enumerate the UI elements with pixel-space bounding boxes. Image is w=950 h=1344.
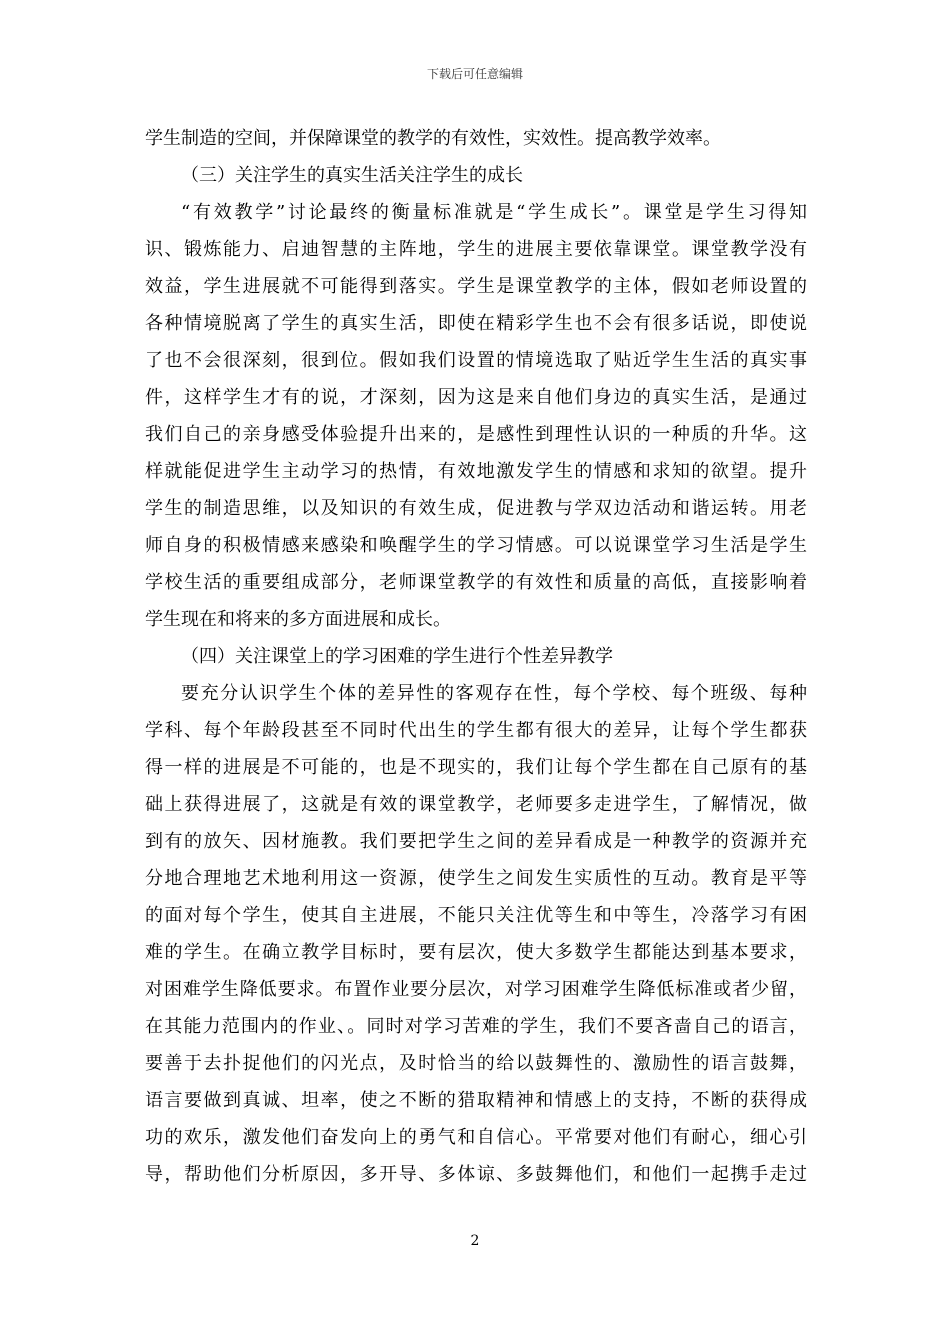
text-line: 到有的放矢、因材施教。我们要把学生之间的差异看成是一种教学的资源并充 bbox=[145, 831, 807, 852]
text-line: 得一样的进展是不可能的，也是不现实的，我们让每个学生都在自己原有的基 bbox=[145, 757, 807, 778]
text-line: 各种情境脱离了学生的真实生活，即使在精彩学生也不会有很多话说，即使说 bbox=[145, 313, 807, 334]
text-line: 要善于去扑捉他们的闪光点，及时恰当的给以鼓舞性的、激励性的语言鼓舞， bbox=[145, 1053, 807, 1074]
text-line: 学生的制造思维，以及知识的有效生成，促进教与学双边活动和谐运转。用老 bbox=[145, 498, 807, 519]
text-line: 学校生活的重要组成部分，老师课堂教学的有效性和质量的高低，直接影响着 bbox=[145, 572, 807, 593]
text-line: （四）关注课堂上的学习困难的学生进行个性差异教学 bbox=[181, 646, 613, 667]
text-line: 功的欢乐，激发他们奋发向上的勇气和自信心。平常要对他们有耐心，细心引 bbox=[145, 1127, 807, 1148]
text-line: 学科、每个年龄段甚至不同时代出生的学生都有很大的差异，让每个学生都获 bbox=[145, 720, 807, 741]
text-line: 分地合理地艺术地利用这一资源，使学生之间发生实质性的互动。教育是平等 bbox=[145, 868, 807, 889]
text-line: 件，这样学生才有的说，才深刻，因为这是来自他们身边的真实生活，是通过 bbox=[145, 387, 807, 408]
document-body bbox=[145, 120, 807, 1193]
text-line: 我们自己的亲身感受体验提升出来的，是感性到理性认识的一种质的升华。这 bbox=[145, 424, 807, 445]
text-line: 师自身的积极情感来感染和唤醒学生的学习情感。可以说课堂学习生活是学生 bbox=[145, 535, 807, 556]
text-line: 在其能力范围内的作业、。同时对学习苦难的学生，我们不要吝啬自己的语言， bbox=[145, 1016, 807, 1037]
page-header: 下载后可任意编辑 bbox=[426, 67, 523, 81]
text-line: 难的学生。在确立教学目标时，要有层次，使大多数学生都能达到基本要求， bbox=[145, 942, 807, 963]
text-line: 效益，学生进展就不可能得到落实。学生是课堂教学的主体，假如老师设置的 bbox=[145, 276, 807, 297]
text-line: 础上获得进展了，这就是有效的课堂教学，老师要多走进学生，了解情况，做 bbox=[145, 794, 807, 815]
text-line: 的面对每个学生，使其自主进展，不能只关注优等生和中等生，冷落学习有困 bbox=[145, 905, 807, 926]
text-line: 导，帮助他们分析原因，多开导、多体谅、多鼓舞他们，和他们一起携手走过 bbox=[145, 1164, 807, 1185]
text-line: “有效教学”讨论最终的衡量标准就是“学生成长”。课堂是学生习得知 bbox=[181, 202, 807, 223]
text-line: 了也不会很深刻，很到位。假如我们设置的情境选取了贴近学生生活的真实事 bbox=[145, 350, 807, 371]
text-line: 要充分认识学生个体的差异性的客观存在性，每个学校、每个班级、每种 bbox=[181, 683, 807, 704]
text-line: 样就能促进学生主动学习的热情，有效地激发学生的情感和求知的欲望。提升 bbox=[145, 461, 807, 482]
text-line: 识、锻炼能力、启迪智慧的主阵地，学生的进展主要依靠课堂。课堂教学没有 bbox=[145, 239, 807, 260]
text-line: 语言要做到真诚、坦率，使之不断的猎取精神和情感上的支持，不断的获得成 bbox=[145, 1090, 807, 1111]
text-line: （三）关注学生的真实生活关注学生的成长 bbox=[181, 165, 523, 186]
page-number: 2 bbox=[470, 1233, 480, 1249]
text-line: 学生制造的空间，并保障课堂的教学的有效性，实效性。提高教学效率。 bbox=[145, 128, 721, 149]
text-line: 对困难学生降低要求。布置作业要分层次，对学习困难学生降低标准或者少留， bbox=[145, 979, 807, 1000]
text-line: 学生现在和将来的多方面进展和成长。 bbox=[145, 609, 451, 630]
